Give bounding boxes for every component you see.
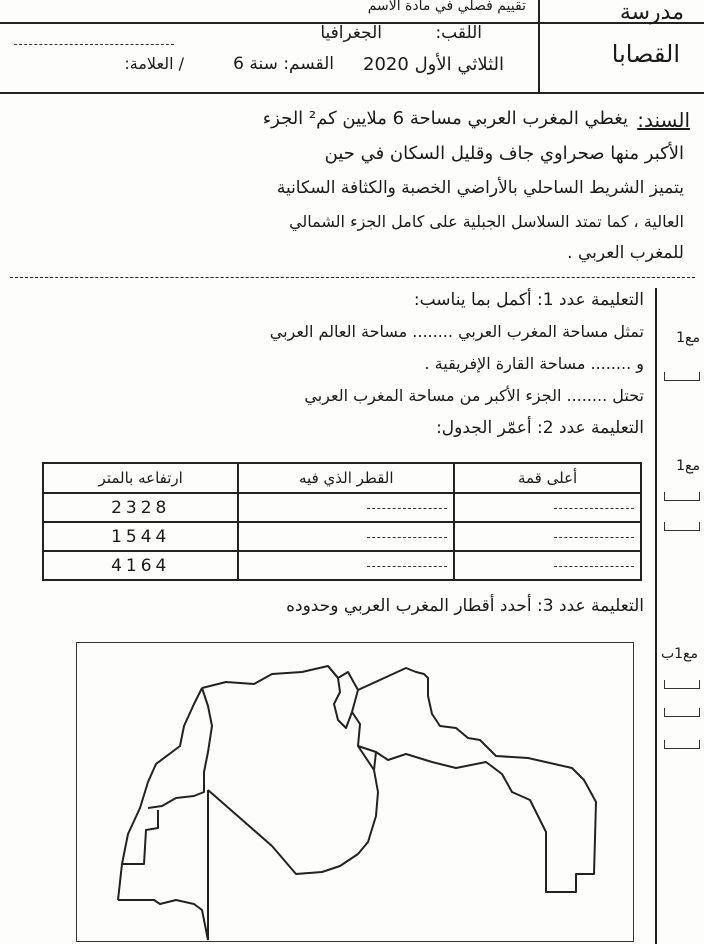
support-label: السند: bbox=[637, 108, 690, 132]
mauritania-border bbox=[118, 900, 208, 940]
exam-title: تقييم فصلي في مادة الاسم bbox=[367, 0, 526, 14]
grade-tick bbox=[664, 708, 700, 717]
support-line: يغطي المغرب العربي مساحة 6 ملايين كم² الجزء bbox=[262, 108, 628, 129]
algeria-south-border bbox=[208, 752, 378, 874]
table-header-cell: القطر الذي فيه bbox=[238, 463, 454, 493]
table-row bbox=[43, 522, 641, 551]
morocco-border bbox=[118, 688, 202, 900]
grade-tick bbox=[664, 492, 700, 501]
table-cell[interactable] bbox=[454, 493, 641, 522]
support-line: للمغرب العربي . bbox=[567, 243, 684, 263]
table-cell bbox=[43, 493, 238, 522]
algeria-west-border bbox=[148, 688, 212, 808]
grade-label: / العلامة: bbox=[124, 54, 184, 73]
table-cell[interactable] bbox=[454, 522, 641, 551]
table-header-cell: أعلى قمة bbox=[454, 463, 641, 493]
section-separator bbox=[10, 277, 695, 278]
table-header-cell: ارتفاعه بالمتر bbox=[43, 463, 238, 493]
instruction1-title: التعليمة عدد 1: أكمل بما يناسب: bbox=[413, 290, 644, 310]
margin-line bbox=[655, 288, 657, 944]
tunisia-border bbox=[328, 666, 352, 728]
support-line: العالية ، كما تمتد السلاسل الجبلية على كامل الجزء الشمالي bbox=[289, 212, 684, 231]
class-label: القسم: سنة 6 bbox=[233, 54, 334, 74]
school-label: مدرسة bbox=[619, 0, 684, 25]
table-row bbox=[43, 551, 641, 580]
header-bottom-border bbox=[0, 92, 704, 94]
surname-label: اللقب: bbox=[435, 23, 482, 43]
peaks-table bbox=[42, 462, 642, 581]
table-row bbox=[43, 493, 641, 522]
table-cell[interactable] bbox=[238, 493, 454, 522]
school-name: القصابا bbox=[611, 40, 680, 68]
table-cell bbox=[43, 522, 238, 551]
margin-mark: مع1 bbox=[676, 458, 700, 474]
margin-mark: مع1 bbox=[676, 330, 700, 346]
table-cell[interactable] bbox=[238, 551, 454, 580]
surname-blank bbox=[14, 44, 174, 45]
subject-label: الجغرافيا bbox=[320, 23, 382, 43]
table-cell[interactable] bbox=[238, 522, 454, 551]
instruction2-title: التعليمة عدد 2: أعمّر الجدول: bbox=[436, 418, 644, 438]
height-value: 1544 bbox=[111, 526, 171, 547]
instruction3-title: التعليمة عدد 3: أحدد أقطار المغرب العربي وحدوده bbox=[286, 596, 644, 616]
table-header-row bbox=[43, 463, 641, 493]
trimester-label: الثلاثي الأول 2020 bbox=[363, 54, 504, 75]
instruction1-line: تمثل مساحة المغرب العربي ........ مساحة العالم العربي bbox=[269, 322, 644, 341]
grade-tick bbox=[664, 740, 700, 749]
grade-tick bbox=[664, 680, 700, 689]
instruction1-line: و ........ مساحة القارة الإفريقية . bbox=[424, 354, 644, 373]
table-cell[interactable] bbox=[454, 551, 641, 580]
height-value: 2328 bbox=[111, 497, 171, 518]
grade-tick bbox=[664, 522, 700, 531]
table-cell bbox=[43, 551, 238, 580]
support-line: الأكبر منها صحراوي جاف وقليل السكان في حين bbox=[324, 143, 684, 164]
support-line: يتميز الشريط الساحلي بالأراضي الخصبة والكثافة السكانية bbox=[276, 178, 684, 198]
height-value: 4164 bbox=[111, 555, 171, 576]
maghreb-map bbox=[76, 642, 634, 942]
margin-mark: مع1ب bbox=[660, 646, 698, 662]
grade-tick bbox=[664, 372, 700, 381]
maghreb-outline bbox=[202, 666, 596, 892]
header-divider bbox=[538, 0, 540, 92]
instruction1-line: تحتل ........ الجزء الأكبر من مساحة المغرب العربي bbox=[304, 386, 644, 405]
